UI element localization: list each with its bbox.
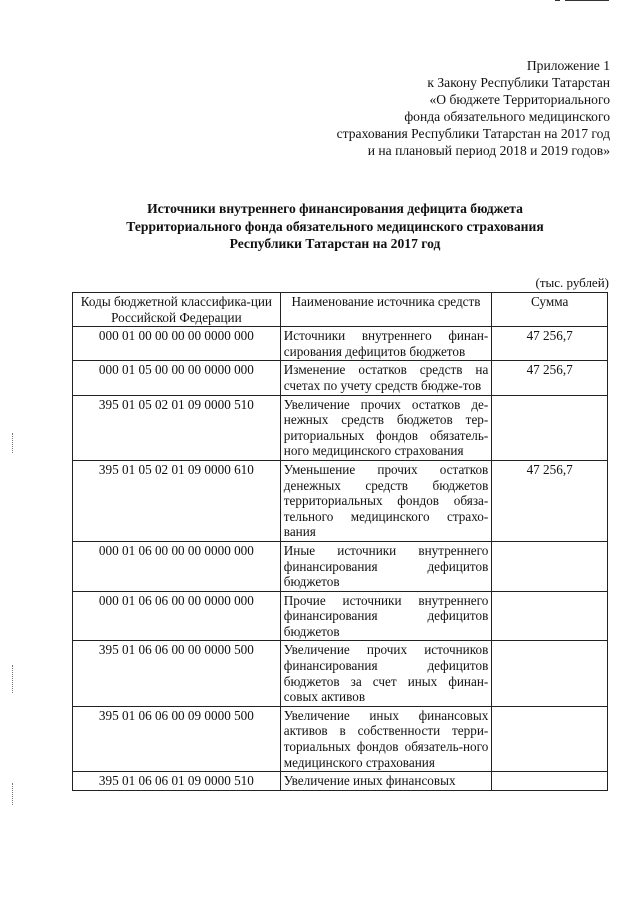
- row-name: Увеличение иных финансовых активов в собственности терри-ториальных фондов обязатель-ного медицинского страхования: [280, 706, 492, 771]
- table-row: [73, 541, 608, 591]
- row-code: 395 01 05 02 01 09 0000 610: [73, 460, 281, 541]
- title-line: Республики Татарстан на 2017 год: [229, 236, 441, 251]
- title-line: Источники внутреннего финансирования дефицита бюджета: [147, 201, 523, 216]
- scan-edge-mark: [12, 665, 15, 693]
- row-sum: [492, 772, 608, 791]
- row-sum: [492, 641, 608, 706]
- header-sum: Сумма: [492, 293, 608, 327]
- row-sum: [492, 706, 608, 771]
- title-line: Территориального фонда обязательного медицинского страхования: [126, 218, 544, 234]
- budget-sources-table: [72, 292, 608, 791]
- row-sum: [492, 395, 608, 460]
- row-sum: 47 256,7: [492, 327, 608, 361]
- table-row: [73, 706, 608, 771]
- row-sum: 47 256,7: [492, 460, 608, 541]
- appendix-line: к Закону Республики Татарстан: [427, 75, 610, 90]
- table-row: [73, 591, 608, 641]
- row-name: Увеличение иных финансовых: [280, 772, 492, 791]
- scan-edge-mark: [12, 783, 15, 805]
- table-row: [73, 772, 608, 791]
- row-name: Прочие источники внутреннего финансирования дефицитов бюджетов: [280, 591, 492, 641]
- row-code: 395 01 05 02 01 09 0000 510: [73, 395, 281, 460]
- row-sum: [492, 541, 608, 591]
- appendix-header: [337, 57, 610, 159]
- appendix-line: страхования Республики Татарстан на 2017 год: [336, 126, 610, 141]
- appendix-line: и на плановый период 2018 и 2019 годов»: [367, 143, 610, 158]
- scan-edge-mark: [12, 433, 15, 453]
- appendix-line: «О бюджете Территориального: [429, 92, 610, 107]
- row-code: 000 01 06 06 00 00 0000 000: [73, 591, 281, 641]
- document-title: [0, 200, 640, 253]
- table-row: [73, 641, 608, 706]
- page-corner-mark: [565, 0, 609, 5]
- table-row: [73, 361, 608, 395]
- table-header-row: [73, 293, 608, 327]
- row-name: Изменение остатков средств на счетах по учету средств бюдже-тов: [280, 361, 492, 395]
- row-code: 395 01 06 06 00 00 0000 500: [73, 641, 281, 706]
- row-sum: 47 256,7: [492, 361, 608, 395]
- row-code: 000 01 06 00 00 00 0000 000: [73, 541, 281, 591]
- row-name: Иные источники внутреннего финансирования дефицитов бюджетов: [280, 541, 492, 591]
- row-code: 000 01 05 00 00 00 0000 000: [73, 361, 281, 395]
- appendix-line: Приложение 1: [526, 58, 610, 73]
- row-name: Увеличение прочих остатков де-нежных средств бюджетов тер-риториальных фондов обязатель-ного медицинского страхования: [280, 395, 492, 460]
- appendix-line: фонда обязательного медицинского: [404, 109, 610, 124]
- row-name: Увеличение прочих источников финансирования дефицитов бюджетов за счет иных финан-совых активов: [280, 641, 492, 706]
- table-row: [73, 460, 608, 541]
- row-sum: [492, 591, 608, 641]
- row-code: 000 01 00 00 00 00 0000 000: [73, 327, 281, 361]
- header-source-name: Наименование источника средств: [280, 293, 492, 327]
- row-name: Уменьшение прочих остатков денежных средств бюджетов территориальных фондов обяза-тельного медицинского страхо-вания: [280, 460, 492, 541]
- row-code: 395 01 06 06 01 09 0000 510: [73, 772, 281, 791]
- row-code: 395 01 06 06 00 09 0000 500: [73, 706, 281, 771]
- table-row: [73, 395, 608, 460]
- header-codes: Коды бюджетной классифика-ции Российской Федерации: [73, 293, 281, 327]
- units-label: (тыс. рублей): [535, 275, 609, 290]
- table-row: [73, 327, 608, 361]
- row-name: Источники внутреннего финан-сирования дефицитов бюджетов: [280, 327, 492, 361]
